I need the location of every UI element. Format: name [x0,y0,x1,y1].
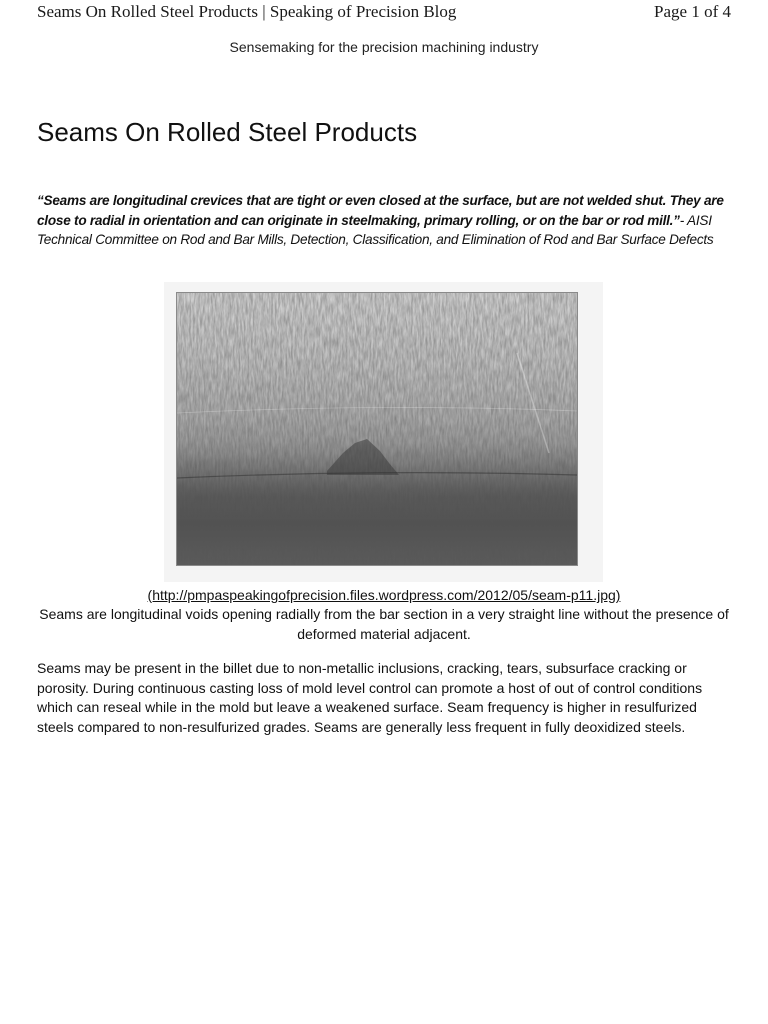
post-title: Seams On Rolled Steel Products [37,117,418,147]
quote-attribution: - AISI Technical Committee on Rod and Bar Mills, Detection, Classification, and Elimination of Rod and Bar Surface Defects [37,212,714,247]
page-number: Page 1 of 4 [654,2,731,21]
print-header [37,2,731,24]
body-paragraph: Seams may be present in the billet due to non-metallic inclusions, cracking, tears, subsurface cracking or porosity. During continuous casting loss of mold level control can promote a host of out of control conditions which can reseal while in the mold but leave a weakened surface. Seam frequency is higher in resulfurized steels compared to non-resulfurized grades. Seams are generally less frequent in fully deoxidized steels. [37,660,703,735]
blog-tagline: Sensemaking for the precision machining industry [229,39,539,55]
figure [164,282,603,582]
image-source-link[interactable]: (http://pmpaspeakingofprecision.files.wordpress.com/2012/05/seam-p11.jpg) [147,587,621,603]
quote-block [37,191,737,250]
quote-text: “Seams are longitudinal crevices that are tight or even closed at the surface, but are not welded shut. They are close to radial in orientation and can originate in steelmaking, primary rolling, or on the bar or rod mill.” [37,193,724,228]
image-caption: Seams are longitudinal voids opening radially from the bar section in a very straight line without the presence of deformed material adjacent. [39,606,729,642]
seam-photo[interactable] [176,292,578,566]
seam-photo-texture [177,293,577,565]
print-header-title: Seams On Rolled Steel Products | Speaking of Precision Blog [37,2,457,21]
